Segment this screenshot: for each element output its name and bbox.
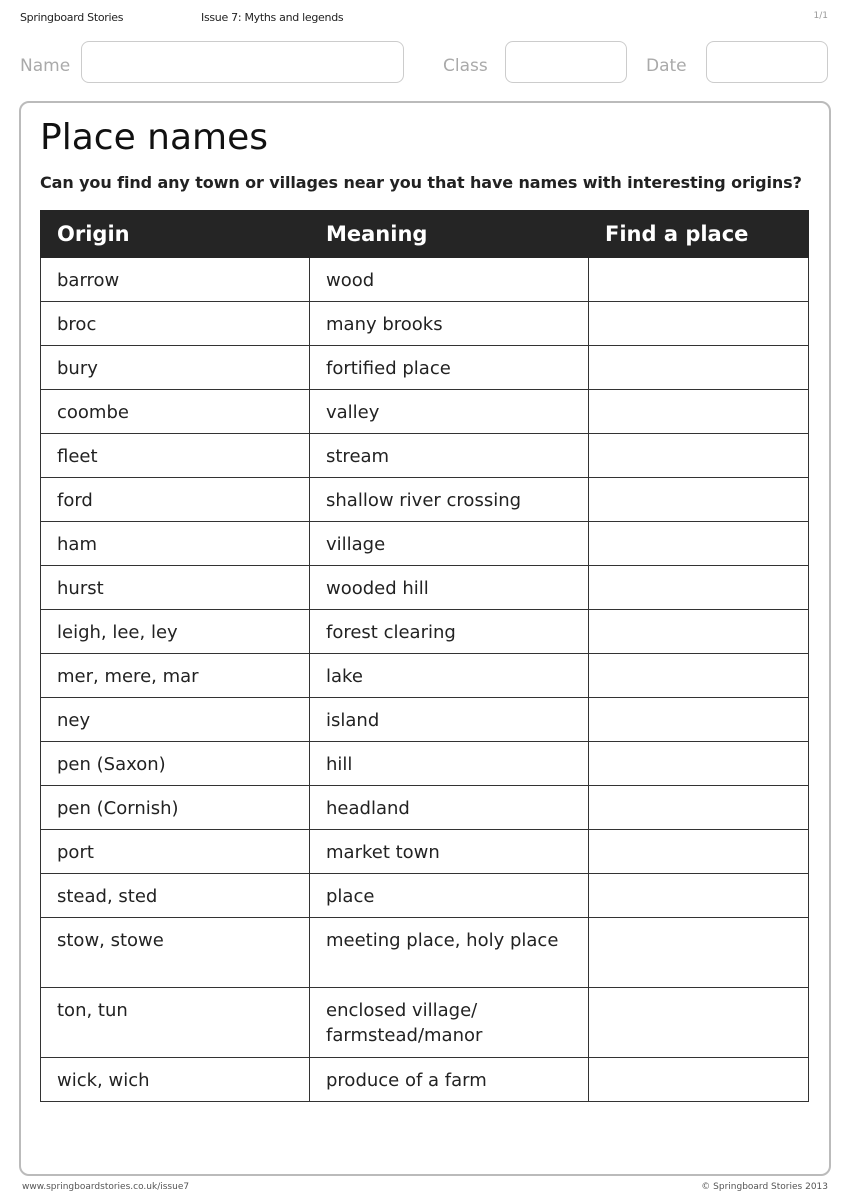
origin-cell: ham	[41, 522, 310, 566]
meaning-cell: hill	[310, 742, 589, 786]
meaning-cell: headland	[310, 786, 589, 830]
meaning-cell: forest clearing	[310, 610, 589, 654]
meaning-cell: meeting place, holy place	[310, 918, 589, 988]
name-label: Name	[20, 56, 71, 76]
header-origin: Origin	[41, 211, 310, 258]
find-place-cell[interactable]	[589, 988, 809, 1058]
table-row	[41, 610, 809, 654]
meaning-cell: village	[310, 522, 589, 566]
origin-cell: coombe	[41, 390, 310, 434]
find-place-cell[interactable]	[589, 874, 809, 918]
origin-cell: mer, mere, mar	[41, 654, 310, 698]
table-row	[41, 698, 809, 742]
origin-cell: stead, sted	[41, 874, 310, 918]
table-row	[41, 478, 809, 522]
table-row	[41, 742, 809, 786]
name-field[interactable]	[81, 41, 404, 83]
page-number: 1/1	[813, 11, 828, 21]
meaning-cell: produce of a farm	[310, 1058, 589, 1102]
meaning-cell: island	[310, 698, 589, 742]
date-field[interactable]	[706, 41, 828, 83]
find-place-cell[interactable]	[589, 258, 809, 302]
table-row	[41, 654, 809, 698]
meaning-cell: valley	[310, 390, 589, 434]
table-row	[41, 434, 809, 478]
meaning-cell: shallow river crossing	[310, 478, 589, 522]
table-row	[41, 522, 809, 566]
find-place-cell[interactable]	[589, 478, 809, 522]
meaning-cell: lake	[310, 654, 589, 698]
brand-label: Springboard Stories	[20, 11, 124, 24]
class-field[interactable]	[505, 41, 627, 83]
find-place-cell[interactable]	[589, 610, 809, 654]
find-place-cell[interactable]	[589, 346, 809, 390]
origin-cell: ford	[41, 478, 310, 522]
meaning-cell: market town	[310, 830, 589, 874]
page-title: Place names	[40, 117, 269, 158]
table-row	[41, 302, 809, 346]
table-row	[41, 258, 809, 302]
origin-cell: hurst	[41, 566, 310, 610]
find-place-cell[interactable]	[589, 654, 809, 698]
find-place-cell[interactable]	[589, 918, 809, 988]
origin-cell: leigh, lee, ley	[41, 610, 310, 654]
footer-copyright: © Springboard Stories 2013	[701, 1182, 828, 1192]
find-place-cell[interactable]	[589, 830, 809, 874]
find-place-cell[interactable]	[589, 522, 809, 566]
issue-label: Issue 7: Myths and legends	[201, 11, 344, 24]
origin-cell: ton, tun	[41, 988, 310, 1058]
find-place-cell[interactable]	[589, 742, 809, 786]
table-row	[41, 874, 809, 918]
find-place-cell[interactable]	[589, 1058, 809, 1102]
meaning-cell: enclosed village/ farmstead/manor	[310, 988, 589, 1058]
origin-cell: port	[41, 830, 310, 874]
class-label: Class	[443, 56, 488, 76]
meaning-cell: stream	[310, 434, 589, 478]
origin-cell: barrow	[41, 258, 310, 302]
table-row	[41, 830, 809, 874]
meaning-cell: wooded hill	[310, 566, 589, 610]
origin-cell: ney	[41, 698, 310, 742]
origin-cell: pen (Cornish)	[41, 786, 310, 830]
table-row	[41, 566, 809, 610]
table-row	[41, 390, 809, 434]
header-meaning: Meaning	[310, 211, 589, 258]
table-row	[41, 988, 809, 1058]
table-row	[41, 346, 809, 390]
header-find-place: Find a place	[589, 211, 809, 258]
footer-url: www.springboardstories.co.uk/issue7	[22, 1182, 190, 1192]
find-place-cell[interactable]	[589, 390, 809, 434]
table-row	[41, 786, 809, 830]
origin-cell: pen (Saxon)	[41, 742, 310, 786]
find-place-cell[interactable]	[589, 302, 809, 346]
find-place-cell[interactable]	[589, 434, 809, 478]
question-text: Can you find any town or villages near you that have names with interesting origins?	[40, 173, 802, 192]
meaning-cell: place	[310, 874, 589, 918]
table-row	[41, 1058, 809, 1102]
origin-cell: stow, stowe	[41, 918, 310, 988]
meaning-cell: many brooks	[310, 302, 589, 346]
table-row	[41, 918, 809, 988]
meaning-cell: wood	[310, 258, 589, 302]
find-place-cell[interactable]	[589, 566, 809, 610]
place-names-table	[40, 210, 809, 1102]
find-place-cell[interactable]	[589, 698, 809, 742]
origin-cell: wick, wich	[41, 1058, 310, 1102]
origin-cell: fleet	[41, 434, 310, 478]
find-place-cell[interactable]	[589, 786, 809, 830]
origin-cell: bury	[41, 346, 310, 390]
date-label: Date	[646, 56, 687, 76]
meaning-cell: fortified place	[310, 346, 589, 390]
origin-cell: broc	[41, 302, 310, 346]
